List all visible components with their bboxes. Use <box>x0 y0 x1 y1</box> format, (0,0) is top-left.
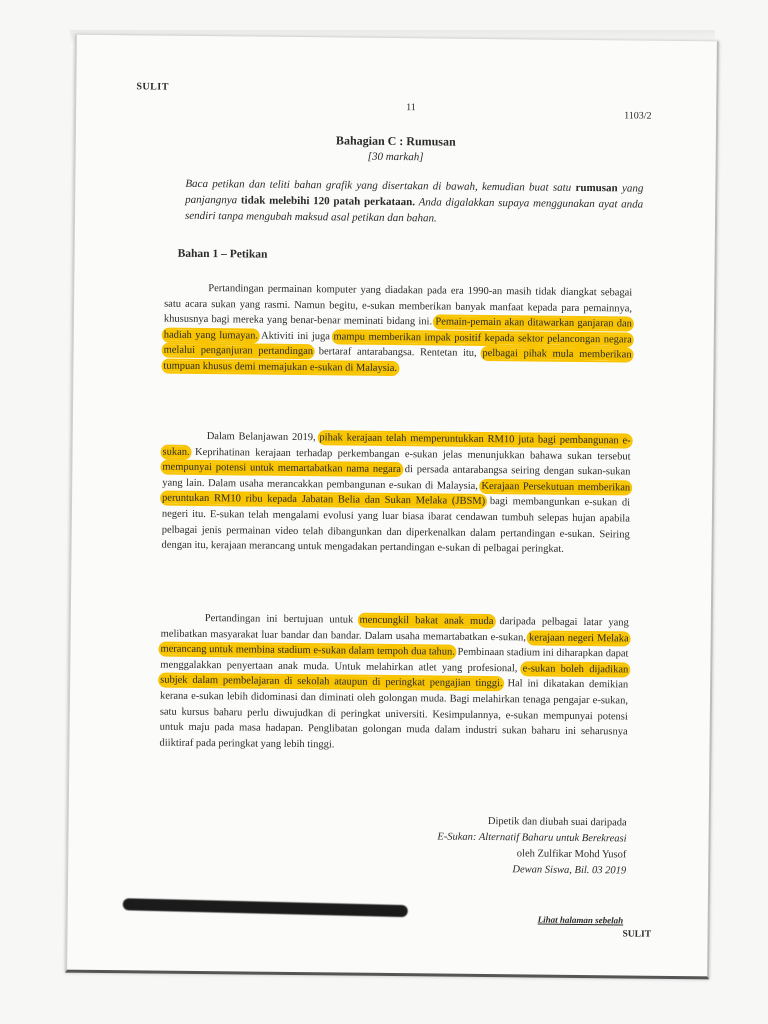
highlighted-text: kerajaan negeri Melaka merancang untuk membina stadium e-sukan dalam tempoh dua tahun. <box>160 632 629 658</box>
highlighted-text: pelbagai pihak mula memberikan tumpuan khusus demi memajukan e-sukan di Malaysia. <box>163 348 632 375</box>
citation-line-3: oleh Zulfikar Mohd Yusof <box>516 848 627 861</box>
highlighted-text: mampu memberikan impak positif kepada sektor pelancongan negara melalui penganjuran pertandingan <box>163 331 632 358</box>
highlighted-text: mempunyai potensi untuk memartabatkan nama negara <box>162 461 401 476</box>
paragraph-text: daripada pelbagai latar yang melibatkan masyarakat luar bandar dan bandar. Dalam usaha memartabatkan e-sukan, <box>160 616 629 644</box>
highlighted-text: Pemain-pemain akan ditawarkan ganjaran dan hadiah yang lumayan. <box>163 316 632 342</box>
exam-page <box>65 35 719 980</box>
section-marks: [30 markah] <box>367 150 424 164</box>
page-number: 11 <box>406 102 416 114</box>
paragraph-text: bagi membangunkan e-sukan di negeri itu. E-sukan telah mengalami evolusi yang luar biasa ibarat cendawan tumbuh selepas hujan apabila pelbagai jenis permainan video telah dibangunkan dan diperkenalkan dalam pertandingan e-sukan. Seiring dengan itu, kerajaan merancang untuk mengadakan pertandingan e-sukan di pelbagai peringkat. <box>161 496 631 555</box>
paragraph-text: Pertandingan permainan komputer yang diadakan pada era 1990-an masih tidak diangkat sebagai satu acara sukan yang rasmi. Namun begitu, e-sukan memberikan banyak manfaat kepada para pemainnya, khususnya bagi mereka yang benar-benar meminati bidang ini. <box>163 283 633 328</box>
paragraph-1 <box>163 281 632 379</box>
paragraph-text: Dalam Belanjawan 2019, <box>206 431 320 444</box>
paragraph-text: bertaraf antarabangsa. Rentetan itu, <box>313 346 483 360</box>
instructions-bold1: rumusan <box>575 181 618 195</box>
highlighted-text: mencungkil bakat anak muda <box>359 614 494 628</box>
source-heading: Bahan 1 – Petikan <box>177 247 268 261</box>
citation-line-4: Dewan Siswa, Bil. 03 2019 <box>512 864 627 877</box>
instructions-part2: yang panjangnya <box>185 182 644 207</box>
next-page-note: Lihat halaman sebelah <box>537 914 624 926</box>
instructions-part3: Anda digalakkan supaya menggunakan ayat anda sendiri tanpa mengubah maksud asal petikan dan bahan. <box>184 196 644 225</box>
paragraph-text: Aktiviti ini juga <box>257 330 334 343</box>
instructions-bold2: tidak melebihi 120 patah perkataan. <box>240 194 416 209</box>
paragraph-3 <box>159 611 628 756</box>
instructions <box>185 176 643 229</box>
highlighted-text: pihak kerajaan telah memperuntukkan RM10 juta bagi pembangunan e-sukan. <box>162 432 631 458</box>
footer-classification: SULIT <box>622 929 652 940</box>
paragraph-text: Hal ini dikatakan demikian kerana e-sukan lebih didominasi dan diminati oleh golongan muda. Bagi melahirkan tenaga pengajar e-sukan, satu kursus baharu perlu diwujudkan di peringkat universiti. Kesimpulannya, e-sukan mempunyai potensi untuk maju pada masa hadapan. Penglibatan golongan muda dalam industri sukan baharu ini seharusnya diiktiraf pada peringkat yang lebih tinggi. <box>159 678 629 751</box>
paper-code: 1103/2 <box>624 110 652 122</box>
highlighted-text: Kerajaan Persekutuan memberikan peruntukan RM10 ribu kepada Jabatan Belia dan Sukan Melaka (JBSM) <box>162 480 631 508</box>
highlighted-text: e-sukan boleh dijadikan subjek dalam pembelajaran di sekolah ataupun di peringkat pengajian tinggi. <box>160 663 629 690</box>
citation-line-1: Dipetik dan diubah suai daripada <box>487 816 627 829</box>
classification-label: SULIT <box>136 81 169 93</box>
section-title: Bahagian C : Rumusan <box>335 133 456 149</box>
paragraph-text: Pertandingan ini bertujuan untuk <box>204 613 360 626</box>
paragraph-text: di persada antarabangsa seiring dengan sukan-sukan yang lain. Dalam usaha merancakkan pembangunan e-sukan di Malaysia, <box>162 464 631 492</box>
redaction-mark <box>123 898 408 917</box>
source-citation <box>326 812 627 879</box>
paragraph-text: Pembinaan stadium ini diharapkan dapat menggalakkan penyertaan anak muda. Untuk melahirkan atlet yang profesional, <box>160 646 629 675</box>
citation-line-2: E-Sukan: Alternatif Baharu untuk Berekreasi <box>437 831 627 845</box>
paragraph-text: Keprihatinan kerajaan terhadap perkembangan e-sukan jelas menunjukkan bahawa sukan tersebut <box>189 446 631 463</box>
instructions-part1: Baca petikan dan teliti bahan grafik yang disertakan di bawah, kemudian buat satu <box>185 177 572 194</box>
paragraph-2 <box>162 429 631 559</box>
